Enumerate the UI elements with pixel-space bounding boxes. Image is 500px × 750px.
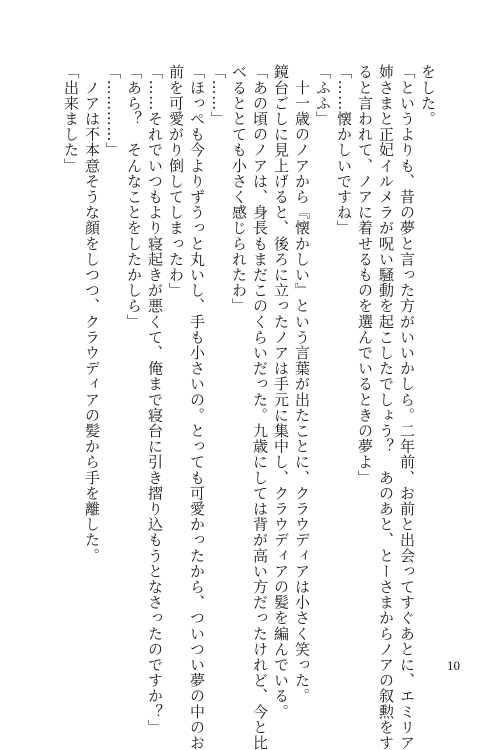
text-line: 「……それでいつもより寝起きが悪くて、俺まで寝台に引き摺り込もうとなさったのですか？」 [146, 64, 164, 735]
text-line: 前を可愛がり倒してしまったわ」 [167, 64, 185, 298]
text-line: 「ふふ」 [314, 64, 332, 127]
text-line: 「あら？ そんなことをしたかしら」 [125, 64, 143, 330]
vertical-text-block [60, 64, 438, 750]
text-line: 「あの頃のノアは、身長もまだこのくらいだった。九歳にしては背が高い方だったけれど、今と比 [251, 64, 269, 750]
text-line: 十一歳のノアから『懐かしい』という言葉が出たことに、クラウディアは小さく笑った。 [293, 64, 311, 704]
text-line: 「…………」 [104, 64, 122, 158]
text-line: 「……」 [209, 64, 227, 127]
text-line: をした。 [419, 64, 437, 127]
text-line: 「ほっぺも今よりずうっと丸いし、手も小さいの。とっても可愛かったから、ついつい夢の中のお [188, 64, 206, 750]
text-line: 「出来ました」 [62, 64, 80, 174]
text-line: ノアは不本意そうな顔をしつつ、クラウディアの髪から手を離した。 [83, 64, 101, 564]
page-number: 10 [447, 658, 460, 673]
text-line: 「……懐かしいですね」 [335, 64, 353, 236]
text-line: べるととても小さく感じられたわ」 [230, 64, 248, 314]
text-line: 姉さまと正妃イルメラが呪い騒動を起こしたでしょう？ あのあと、とーさまからノアの叙勲をす [377, 64, 395, 750]
text-line: 鏡台ごしに見上げると、後ろに立ったノアは手元に集中し、クラウディアの髪を編んでいる。 [272, 64, 290, 720]
text-line: 「というよりも、昔の夢と言った方がいいかしら。二年前、お前と出会ってすぐあとに、エミリア [398, 64, 416, 750]
text-line: ると言われて、ノアに着せるものを選んでいるときの夢よ」 [356, 64, 374, 486]
